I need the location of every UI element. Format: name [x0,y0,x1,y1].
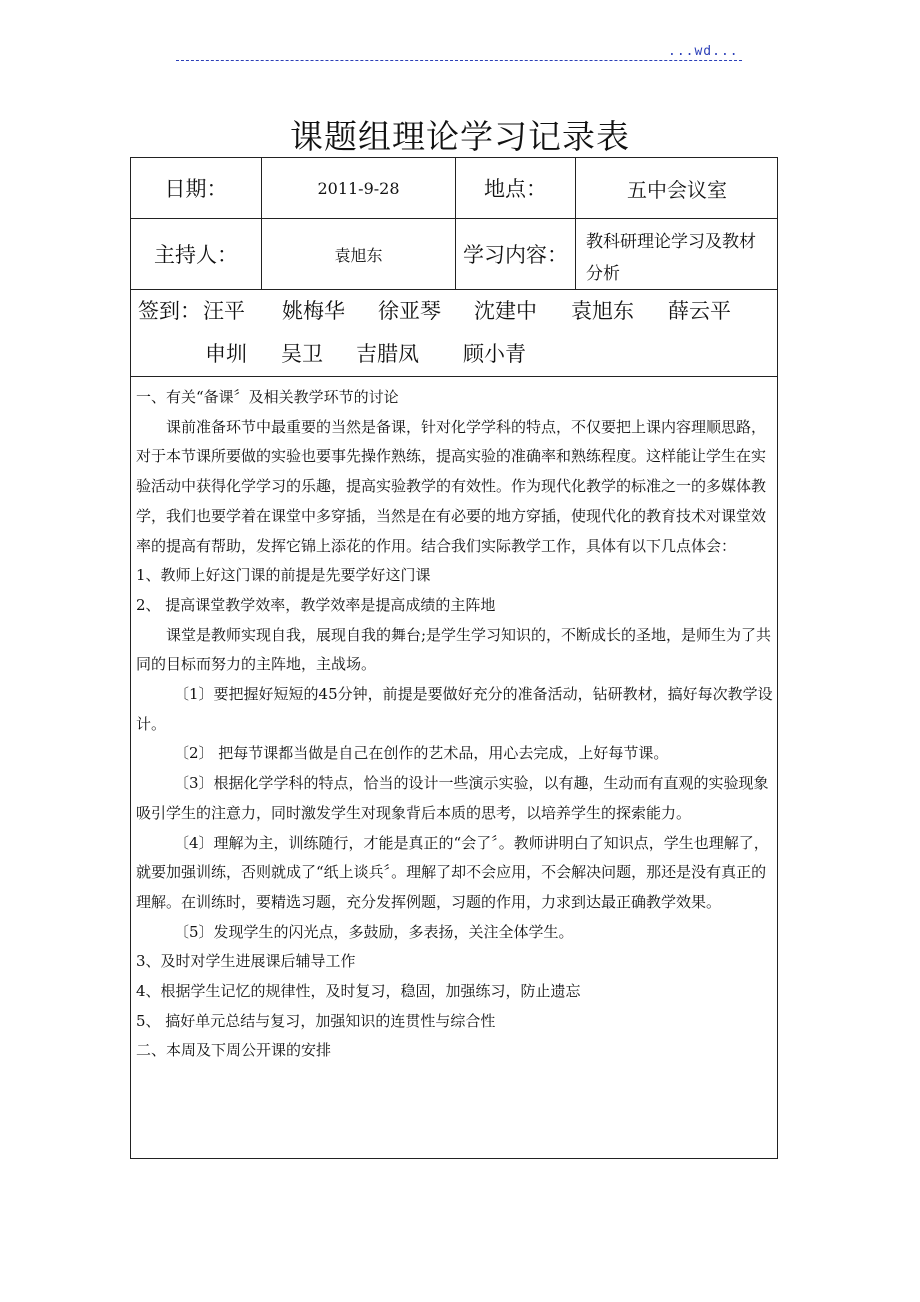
list-item: 4、根据学生记忆的规律性，及时复习，稳固，加强练习，防止遗忘 [136,982,581,1001]
signin-name: 徐亚琴 [378,299,441,323]
header-dashed-line [176,60,742,61]
signin-name: 申圳 [205,342,247,366]
sub-item: 〔4〕理解为主，训练随行，才能是真正的“会了〞。教师讲明白了知识点，学生也理解了，就要加强训练，否则就成了“纸上谈兵〞。理解了却不会应用，不会解决问题，那还是没有真正的理解。在训练时，要精选习题，充分发挥例题，习题的作用，力求到达最正确教学效果。 [136,833,769,911]
signin-name: 薛云平 [668,299,731,323]
date-label: 日期： [164,177,228,201]
minutes-body [136,383,774,1066]
signin-name: 吴卫 [281,342,323,366]
list-item: 1、教师上好这门课的前提是先要学好这门课 [136,566,431,585]
paragraph: 课前准备环节中最重要的当然是备课，针对化学学科的特点，不仅要把上课内容理顺思路，对于本节课所要做的实验也要事先操作熟练，提高实验的准确率和熟练程度。这样能让学生在实验活动中获得化学学习的乐趣，提高实验教学的有效性。作为现代化教学的标准之一的多媒体教学，我们也要学着在课堂中多穿插，当然是在有必要的地方穿插，使现代化的教育技术对课堂效率的提高有帮助，发挥它锦上添花的作用。结合我们实际教学工作，具体有以下几点体会： [136,417,767,555]
header-watermark: ...wd... [668,44,739,59]
section-heading: 一、有关“备课〞及相关教学环节的讨论 [136,388,399,406]
content-label: 学习内容： [463,243,568,267]
sub-item: 〔1〕要把握好短短的45分钟，前提是要做好充分的准备活动，钻研教材，搞好每次教学设计。 [136,685,773,733]
signin-name: 顾小青 [463,342,526,366]
signin-name: 姚梅华 [282,299,345,323]
signin-label: 签到： [138,299,201,323]
host-label: 主持人： [154,243,238,267]
signin-name: 袁旭东 [571,299,634,323]
sub-item: 〔3〕根据化学学科的特点，恰当的设计一些演示实验，以有趣，生动而有直观的实验现象吸引学生的注意力，同时激发学生对现象背后本质的思考，以培养学生的探索能力。 [136,774,769,822]
signin-name: 沈建中 [474,299,537,323]
list-item: 2、 提高课堂教学效率，教学效率是提高成绩的主阵地 [136,595,496,614]
place-label: 地点： [484,177,547,201]
page-title: 课题组理论学习记录表 [290,117,630,156]
section-heading: 二、本周及下周公开课的安排 [136,1041,332,1060]
host-value: 袁旭东 [334,245,383,265]
date-value: 2011-9-28 [317,178,400,198]
list-item: 3、及时对学生进展课后辅导工作 [136,952,356,971]
sub-item: 〔2〕 把每节课都当做是自己在创作的艺术品，用心去完成，上好每节课。 [174,744,669,763]
place-value: 五中会议室 [627,177,727,202]
row-divider [130,376,778,377]
paragraph: 课堂是教师实现自我，展现自我的舞台;是学生学习知识的，不断成长的圣地，是师生为了共同的目标而努力的主阵地，主战场。 [136,625,772,674]
list-item: 5、 搞好单元总结与复习，加强知识的连贯性与综合性 [136,1011,496,1030]
signin-name: 吉腊凤 [356,342,419,366]
content-value: 教科研理论学习及教材分析 [586,232,756,284]
sub-item: 〔5〕发现学生的闪光点，多鼓励，多表扬，关注全体学生。 [174,922,574,941]
signin-name: 汪平 [203,299,245,323]
